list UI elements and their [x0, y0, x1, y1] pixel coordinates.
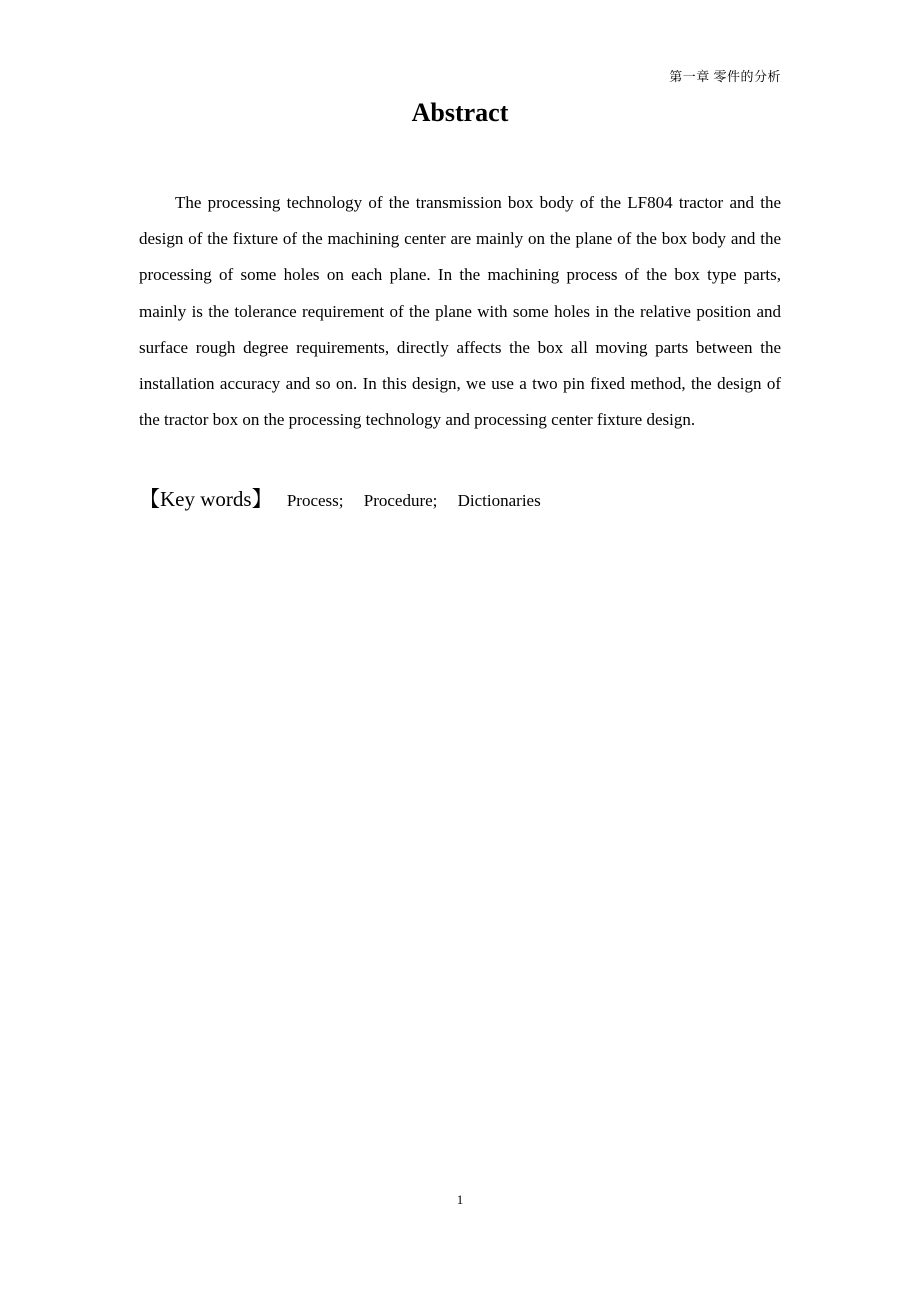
abstract-body: The processing technology of the transmission box body of the LF804 tractor and the design of the fixture of the machining center are mainly on the plane of the box body and the processing of some holes on each plane. In the machining process of the box type parts, mainly is the tolerance requirement of the plane with some holes in the relative position and surface rough degree requirements, directly affects the box all moving parts between the installation accuracy and so on. In this design, we use a two pin fixed method, the design of the tractor box on the processing technology and processing center fixture design. — [139, 193, 781, 430]
page-number: 1 — [456, 1192, 464, 1207]
keywords-line — [139, 484, 781, 516]
keywords-label: 【Key words】 — [139, 487, 273, 511]
abstract-title: Abstract — [411, 98, 509, 127]
keyword-item: Process; — [286, 491, 344, 510]
keyword-item: Procedure; — [363, 491, 438, 510]
keyword-item: Dictionaries — [457, 491, 541, 510]
running-header: 第一章 零件的分析 — [669, 69, 781, 84]
